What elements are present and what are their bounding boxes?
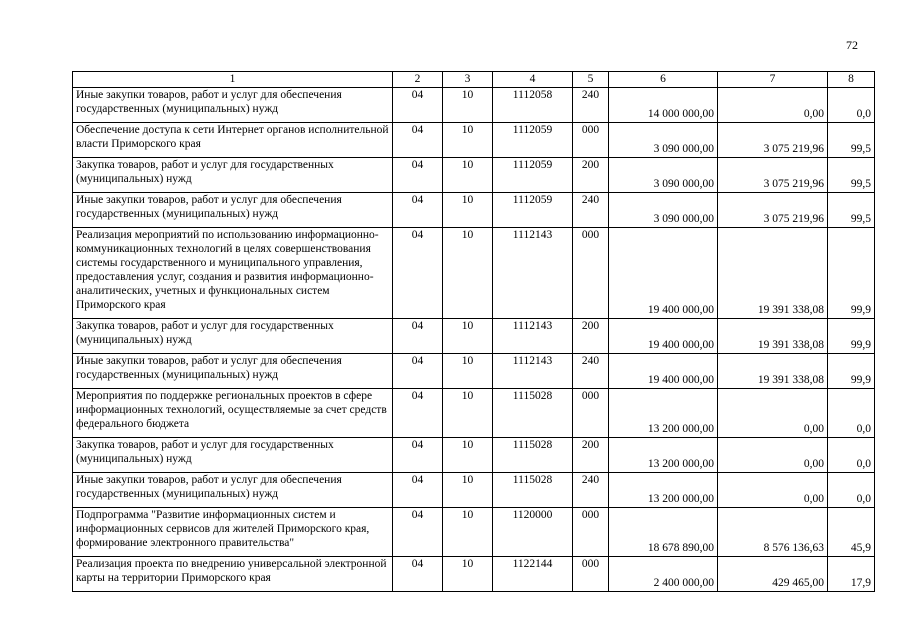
row-planned: 2 400 000,00 [609,557,718,592]
row-percent: 17,9 [828,557,875,592]
row-name: Иные закупки товаров, работ и услуг для обеспечения государственных (муниципальных) нужд [73,88,393,123]
table-row [73,158,875,193]
row-name: Закупка товаров, работ и услуг для государственных (муниципальных) нужд [73,438,393,473]
row-expense-type: 240 [573,193,609,228]
row-name: Закупка товаров, работ и услуг для государственных (муниципальных) нужд [73,158,393,193]
row-subsection: 10 [443,508,493,557]
row-executed: 19 391 338,08 [718,228,828,319]
row-subsection: 10 [443,88,493,123]
row-percent: 99,9 [828,319,875,354]
row-target-code: 1120000 [493,508,573,557]
header-cell: 2 [393,72,443,88]
row-expense-type: 200 [573,319,609,354]
row-executed: 0,00 [718,473,828,508]
table-row [73,319,875,354]
row-target-code: 1112059 [493,193,573,228]
row-percent: 45,9 [828,508,875,557]
table-row [73,228,875,319]
row-executed: 0,00 [718,438,828,473]
table-row [73,123,875,158]
header-cell: 5 [573,72,609,88]
row-expense-type: 000 [573,228,609,319]
row-section: 04 [393,158,443,193]
row-executed: 0,00 [718,88,828,123]
row-executed: 3 075 219,96 [718,193,828,228]
row-subsection: 10 [443,228,493,319]
table-row [73,438,875,473]
row-target-code: 1112143 [493,319,573,354]
row-percent: 99,5 [828,193,875,228]
row-name: Иные закупки товаров, работ и услуг для обеспечения государственных (муниципальных) нужд [73,354,393,389]
row-planned: 14 000 000,00 [609,88,718,123]
row-percent: 99,9 [828,228,875,319]
row-percent: 99,5 [828,123,875,158]
row-section: 04 [393,319,443,354]
row-name: Подпрограмма "Развитие информационных систем и информационных сервисов для жителей Приморского края, формирование электронного правительства" [73,508,393,557]
row-name: Мероприятия по поддержке региональных проектов в сфере информационных технологий, осуществляемые за счет средств федерального бюджета [73,389,393,438]
table-row [73,354,875,389]
row-target-code: 1112059 [493,158,573,193]
header-cell: 8 [828,72,875,88]
row-percent: 0,0 [828,438,875,473]
row-target-code: 1112143 [493,228,573,319]
row-planned: 19 400 000,00 [609,319,718,354]
header-cell: 3 [443,72,493,88]
table-row [73,508,875,557]
row-executed: 429 465,00 [718,557,828,592]
row-name: Реализация проекта по внедрению универсальной электронной карты на территории Приморского края [73,557,393,592]
row-target-code: 1112143 [493,354,573,389]
header-cell: 6 [609,72,718,88]
row-section: 04 [393,557,443,592]
header-cell: 1 [73,72,393,88]
row-executed: 19 391 338,08 [718,319,828,354]
row-expense-type: 000 [573,389,609,438]
row-percent: 99,9 [828,354,875,389]
row-percent: 99,5 [828,158,875,193]
row-subsection: 10 [443,354,493,389]
row-executed: 3 075 219,96 [718,158,828,193]
row-subsection: 10 [443,438,493,473]
row-subsection: 10 [443,193,493,228]
table-row [73,389,875,438]
row-percent: 0,0 [828,473,875,508]
row-name: Обеспечение доступа к сети Интернет органов исполнительной власти Приморского края [73,123,393,158]
row-name: Иные закупки товаров, работ и услуг для обеспечения государственных (муниципальных) нужд [73,193,393,228]
table-row [73,88,875,123]
row-section: 04 [393,473,443,508]
row-planned: 3 090 000,00 [609,158,718,193]
row-expense-type: 000 [573,123,609,158]
row-executed: 3 075 219,96 [718,123,828,158]
row-section: 04 [393,389,443,438]
row-executed: 8 576 136,63 [718,508,828,557]
row-percent: 0,0 [828,389,875,438]
row-target-code: 1115028 [493,438,573,473]
row-planned: 13 200 000,00 [609,473,718,508]
row-executed: 0,00 [718,389,828,438]
header-row [73,72,875,88]
budget-table [72,71,875,592]
row-expense-type: 240 [573,473,609,508]
row-subsection: 10 [443,389,493,438]
table-row [73,557,875,592]
header-cell: 7 [718,72,828,88]
row-subsection: 10 [443,123,493,158]
row-section: 04 [393,354,443,389]
row-planned: 3 090 000,00 [609,123,718,158]
row-percent: 0,0 [828,88,875,123]
row-planned: 3 090 000,00 [609,193,718,228]
row-planned: 19 400 000,00 [609,228,718,319]
row-section: 04 [393,193,443,228]
row-expense-type: 000 [573,508,609,557]
row-name: Закупка товаров, работ и услуг для государственных (муниципальных) нужд [73,319,393,354]
table-row [73,193,875,228]
row-expense-type: 200 [573,158,609,193]
row-subsection: 10 [443,319,493,354]
row-expense-type: 240 [573,354,609,389]
row-executed: 19 391 338,08 [718,354,828,389]
row-expense-type: 000 [573,557,609,592]
row-name: Реализация мероприятий по использованию информационно-коммуникационных технологий в целях совершенствования системы государственного и муниципального управления, предоставления услуг, создания и развития информационно-аналитических, учетных и функциональных систем Приморского края [73,228,393,319]
row-planned: 19 400 000,00 [609,354,718,389]
page-number: 72 [846,38,858,52]
row-planned: 13 200 000,00 [609,389,718,438]
row-expense-type: 240 [573,88,609,123]
table-row [73,473,875,508]
row-target-code: 1122144 [493,557,573,592]
row-target-code: 1115028 [493,389,573,438]
row-target-code: 1115028 [493,473,573,508]
row-planned: 13 200 000,00 [609,438,718,473]
row-section: 04 [393,88,443,123]
row-planned: 18 678 890,00 [609,508,718,557]
row-name: Иные закупки товаров, работ и услуг для обеспечения государственных (муниципальных) нужд [73,473,393,508]
row-subsection: 10 [443,473,493,508]
row-section: 04 [393,123,443,158]
row-subsection: 10 [443,158,493,193]
row-target-code: 1112059 [493,123,573,158]
row-expense-type: 200 [573,438,609,473]
header-cell: 4 [493,72,573,88]
row-section: 04 [393,508,443,557]
row-subsection: 10 [443,557,493,592]
row-section: 04 [393,228,443,319]
row-target-code: 1112058 [493,88,573,123]
row-section: 04 [393,438,443,473]
